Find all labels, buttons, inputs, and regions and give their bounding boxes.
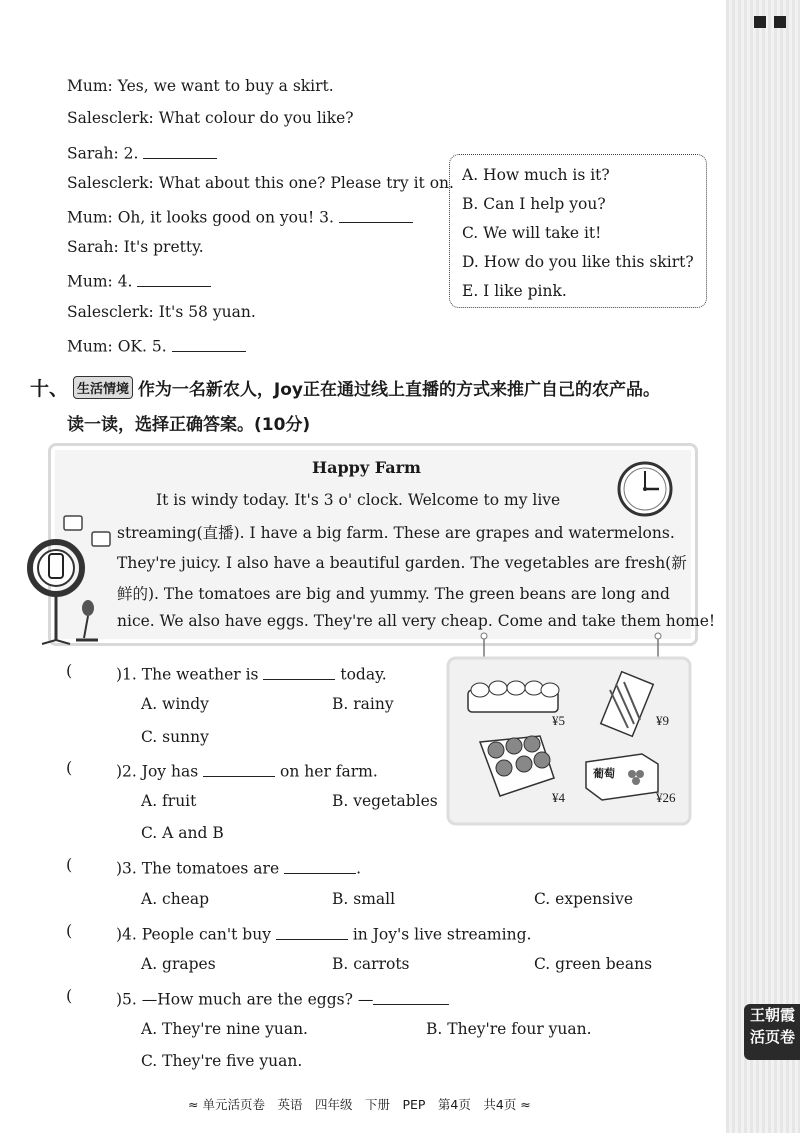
dialogue-line-9	[67, 335, 246, 356]
answer-paren-2[interactable]: (	[66, 758, 73, 777]
question-1-option-b[interactable]: B. rainy	[332, 695, 394, 713]
dialogue-line-5	[67, 206, 413, 227]
answer-paren-5[interactable]: (	[66, 986, 73, 1005]
grapes-box-label: 葡萄	[593, 767, 615, 780]
question-3-stem-end: .	[356, 859, 361, 878]
reading-line-4: 鲜的). The tomatoes are big and yummy. The green beans are long and	[117, 585, 670, 603]
section-header	[30, 374, 660, 401]
reading-line-1: It is windy today. It's 3 o' clock. Welcome to my live	[156, 491, 561, 509]
corner-mark	[754, 16, 766, 28]
brand-badge-line2: 活页卷	[750, 1028, 796, 1046]
question-5-option-b[interactable]: B. They're four yuan.	[426, 1020, 592, 1038]
question-1-stem-end: today.	[340, 665, 387, 684]
tomatoes-price: ¥4	[552, 790, 565, 805]
answer-paren-1[interactable]: (	[66, 661, 73, 680]
question-4-blank[interactable]	[276, 923, 348, 940]
dialogue-text: Sarah: 2.	[67, 144, 139, 163]
question-5	[116, 988, 449, 1009]
section-tag: 生活情境	[73, 376, 133, 399]
live-streaming-illustration	[16, 510, 112, 646]
options-box	[449, 154, 707, 308]
question-4	[116, 923, 531, 944]
dialogue-line-6: Sarah: It's pretty.	[67, 238, 204, 256]
reading-line-2: streaming(直播). I have a big farm. These are grapes and watermelons.	[117, 524, 675, 542]
option-b: B. Can I help you?	[462, 195, 606, 213]
answer-blank-4[interactable]	[137, 270, 211, 287]
question-3-option-c[interactable]: C. expensive	[534, 890, 633, 908]
grapes-price: ¥26	[656, 790, 676, 805]
beans-price: ¥9	[656, 713, 669, 728]
dialogue-line-3	[67, 142, 217, 163]
option-d: D. How do you like this skirt?	[462, 253, 694, 271]
eggs-tray-icon	[468, 681, 559, 712]
section-number: 十、	[30, 378, 69, 400]
clock-icon	[616, 460, 674, 518]
dialogue-text: Mum: OK. 5.	[67, 337, 167, 356]
dialogue-text: Mum: Oh, it looks good on you! 3.	[67, 208, 334, 227]
dialogue-line-1: Mum: Yes, we want to buy a skirt.	[67, 77, 334, 95]
question-3-option-b[interactable]: B. small	[332, 890, 396, 908]
question-4-stem-end: in Joy's live streaming.	[352, 925, 532, 944]
dialogue-line-7	[67, 270, 211, 291]
question-3-option-a[interactable]: A. cheap	[141, 890, 210, 908]
section-instruction-2: 读一读，选择正确答案。(10分)	[67, 415, 311, 435]
option-c: C. We will take it!	[462, 224, 602, 242]
question-1-stem: )1. The weather is	[116, 665, 259, 684]
question-2-option-c[interactable]: C. A and B	[141, 824, 224, 842]
question-5-blank[interactable]	[373, 988, 449, 1005]
brand-badge	[744, 1004, 800, 1060]
question-3-blank[interactable]	[284, 857, 356, 874]
question-2-stem: )2. Joy has	[116, 762, 199, 781]
section-instruction-1: 作为一名新农人，Joy正在通过线上直播的方式来推广自己的农产品。	[137, 380, 660, 400]
answer-blank-3[interactable]	[339, 206, 413, 223]
question-2	[116, 760, 378, 781]
question-5-option-c[interactable]: C. They're five yuan.	[141, 1052, 303, 1070]
page-footer: ≈ 单元活页卷 英语 四年级 下册 PEP 第4页 共4页 ≈	[188, 1097, 531, 1112]
option-a: A. How much is it?	[462, 166, 610, 184]
question-5-stem: )5. —How much are the eggs? —	[116, 990, 374, 1009]
phone-icon	[49, 554, 63, 578]
question-3	[116, 857, 361, 878]
question-1	[116, 663, 387, 684]
option-e: E. I like pink.	[462, 282, 567, 300]
question-2-blank[interactable]	[203, 760, 275, 777]
dialogue-text: Mum: 4.	[67, 272, 133, 291]
question-2-option-b[interactable]: B. vegetables	[332, 792, 438, 810]
question-4-stem: )4. People can't buy	[116, 925, 271, 944]
brand-badge-line1: 王朝霞	[750, 1006, 796, 1024]
corner-mark	[774, 16, 786, 28]
question-5-option-a[interactable]: A. They're nine yuan.	[141, 1020, 308, 1038]
question-4-option-b[interactable]: B. carrots	[332, 955, 410, 973]
question-1-blank[interactable]	[263, 663, 335, 680]
question-3-stem: )3. The tomatoes are	[116, 859, 280, 878]
like-bubble-icon	[64, 516, 82, 530]
eggs-price: ¥5	[552, 713, 565, 728]
question-4-option-c[interactable]: C. green beans	[534, 955, 653, 973]
question-4-option-a[interactable]: A. grapes	[141, 955, 216, 973]
question-1-option-c[interactable]: C. sunny	[141, 728, 209, 746]
reading-title: Happy Farm	[312, 458, 421, 477]
dialogue-line-8: Salesclerk: It's 58 yuan.	[67, 303, 256, 321]
heart-bubble-icon	[92, 532, 110, 546]
microphone-icon	[82, 600, 94, 616]
page-edge-strip	[726, 0, 800, 1133]
answer-blank-5[interactable]	[172, 335, 246, 352]
reading-line-5: nice. We also have eggs. They're all very cheap. Come and take them home!	[117, 612, 716, 630]
answer-paren-4[interactable]: (	[66, 921, 73, 940]
reading-line-3: They're juicy. I also have a beautiful garden. The vegetables are fresh(新	[117, 554, 687, 572]
answer-paren-3[interactable]: (	[66, 855, 73, 874]
question-2-option-a[interactable]: A. fruit	[141, 792, 197, 810]
dialogue-line-4: Salesclerk: What about this one? Please try it on.	[67, 174, 454, 192]
dialogue-line-2: Salesclerk: What colour do you like?	[67, 109, 354, 127]
question-2-stem-end: on her farm.	[280, 762, 378, 781]
question-1-option-a[interactable]: A. windy	[141, 695, 209, 713]
answer-blank-2[interactable]	[143, 142, 217, 159]
